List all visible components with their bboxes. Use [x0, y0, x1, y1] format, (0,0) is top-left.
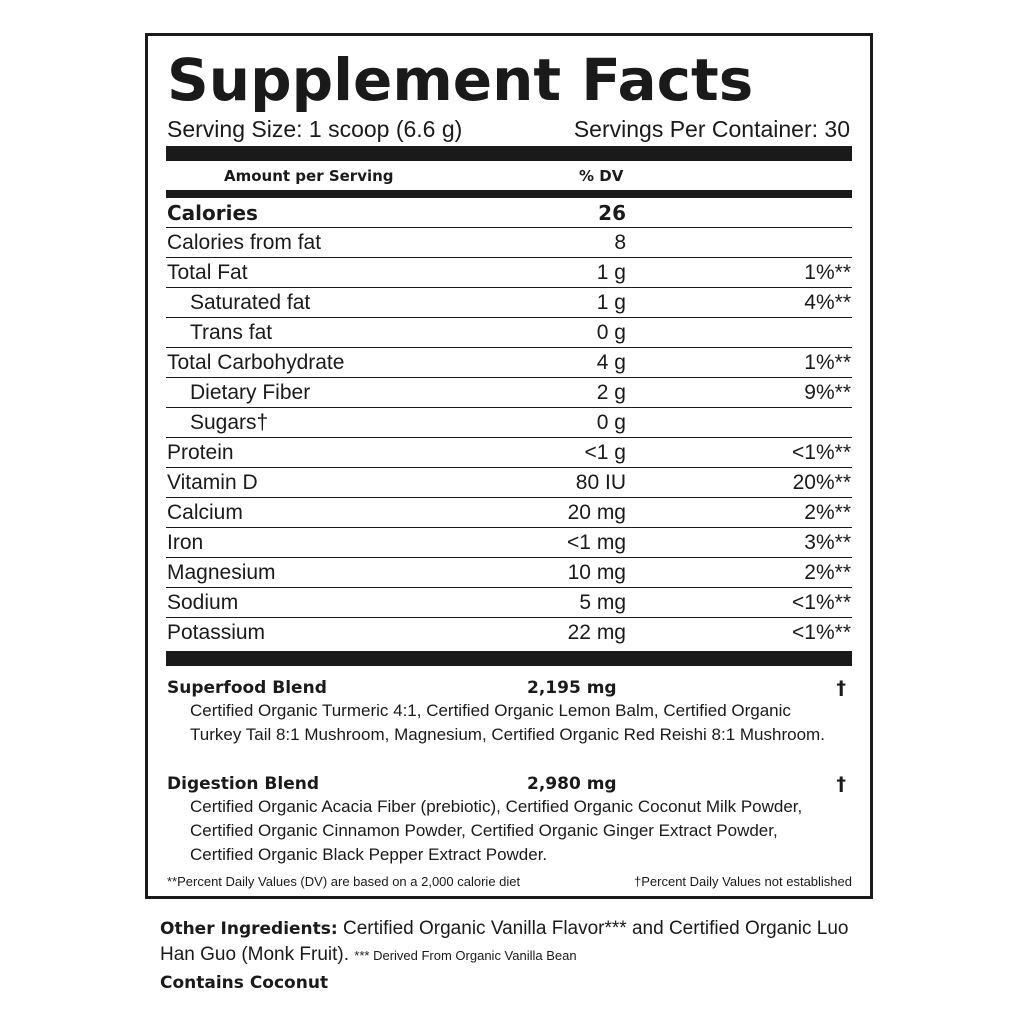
blend-name: Superfood Blend [167, 678, 327, 698]
nutrient-amount: 1 g [596, 291, 626, 314]
nutrient-row [166, 498, 852, 528]
blend-ingredients: Certified Organic Turmeric 4:1, Certified Organic Lemon Balm, Certified Organic Turkey Tail 8:1 Mushroom, Magnesium, Certified Organic Red Reishi 8:1 Mushroom. [190, 701, 825, 744]
nutrient-row [166, 228, 852, 258]
panel-title: Supplement Facts [167, 46, 754, 114]
nutrient-amount: 0 g [596, 411, 626, 434]
blend-amount: 2,195 mg [527, 678, 617, 698]
nutrient-dv: 20%** [792, 471, 851, 494]
nutrient-name: Calories [167, 201, 258, 225]
nutrient-dv: 3%** [804, 531, 851, 554]
nutrient-amount: 5 mg [579, 591, 626, 614]
nutrient-dv: 4%** [804, 291, 851, 314]
nutrient-name: Protein [167, 441, 234, 464]
nutrient-row [166, 258, 852, 288]
blend-name: Digestion Blend [167, 774, 319, 794]
nutrient-dv: <1%** [792, 441, 851, 464]
nutrient-name: Saturated fat [190, 291, 311, 314]
nutrient-row [166, 558, 852, 588]
nutrient-dv: 2%** [804, 501, 851, 524]
nutrient-name: Sodium [167, 591, 239, 614]
nutrient-amount: 26 [598, 201, 626, 225]
thick-divider-blends [166, 651, 852, 666]
nutrient-row [166, 408, 852, 438]
nutrient-row [166, 438, 852, 468]
nutrient-name: Total Fat [167, 261, 248, 284]
dv-header: % DV [579, 167, 624, 185]
blend-dv-dagger: † [836, 773, 846, 795]
nutrient-row [166, 198, 852, 228]
nutrient-name: Iron [167, 531, 204, 554]
nutrient-dv: 1%** [804, 261, 851, 284]
nutrient-amount: 22 mg [567, 621, 626, 644]
nutrient-name: Potassium [167, 621, 266, 644]
nutrient-name: Trans fat [190, 321, 273, 344]
nutrient-name: Magnesium [167, 561, 276, 584]
nutrient-amount: <1 mg [567, 531, 626, 554]
vanilla-note: *** Derived From Organic Vanilla Bean [354, 948, 577, 963]
nutrient-row [166, 348, 852, 378]
nutrient-row [166, 468, 852, 498]
nutrient-dv: <1%** [792, 621, 851, 644]
nutrient-row [166, 378, 852, 408]
nutrient-amount: <1 g [584, 441, 626, 464]
nutrient-name: Total Carbohydrate [167, 351, 345, 374]
nutrient-dv: 2%** [804, 561, 851, 584]
supplement-facts-panel [145, 33, 873, 899]
nutrient-dv: 1%** [804, 351, 851, 374]
nutrient-row [166, 588, 852, 618]
nutrient-amount: 1 g [596, 261, 626, 284]
nutrient-row [166, 318, 852, 348]
thick-divider-header [166, 190, 852, 198]
servings-per-container: Servings Per Container: 30 [573, 116, 850, 142]
nutrient-amount: 10 mg [567, 561, 626, 584]
nutrient-name: Sugars† [190, 411, 269, 434]
nutrient-amount: 2 g [596, 381, 626, 404]
nutrient-amount: 20 mg [567, 501, 626, 524]
nutrient-name: Calories from fat [167, 231, 322, 254]
nutrient-dv: 9%** [804, 381, 851, 404]
amount-per-serving-header: Amount per Serving [224, 167, 394, 185]
nutrient-amount: 4 g [596, 351, 626, 374]
other-ingredients-text: Certified Organic Vanilla Flavor*** and Certified Organic Luo Han Guo (Monk Fruit). [160, 918, 849, 965]
blend-ingredients: Certified Organic Acacia Fiber (prebiotic), Certified Organic Coconut Milk Powder, Certified Organic Cinnamon Powder, Certified Organic Ginger Extract Powder, Certified Organic Black Pepper Extract Powder. [190, 797, 803, 864]
allergen-statement [160, 970, 860, 996]
other-ingredients-label: Other Ingredients: [160, 919, 338, 939]
thick-divider-top [166, 146, 852, 161]
nutrient-name: Vitamin D [167, 471, 258, 494]
nutrient-name: Dietary Fiber [190, 381, 311, 404]
nutrient-row [166, 288, 852, 318]
nutrient-row [166, 528, 852, 558]
nutrient-row [166, 618, 852, 648]
nutrient-amount: 80 IU [575, 471, 626, 494]
allergen-text: Contains Coconut [160, 973, 329, 993]
serving-size: Serving Size: 1 scoop (6.6 g) [167, 116, 463, 142]
blend-dv-dagger: † [836, 677, 846, 699]
nutrient-dv: <1%** [792, 591, 851, 614]
nutrient-name: Calcium [167, 501, 243, 524]
other-ingredients [160, 916, 860, 968]
nutrient-amount: 8 [614, 231, 626, 254]
dv-footnote: **Percent Daily Values (DV) are based on a 2,000 calorie diet [167, 874, 521, 889]
blend-amount: 2,980 mg [527, 774, 617, 794]
nutrient-amount: 0 g [596, 321, 626, 344]
dagger-footnote: †Percent Daily Values not established [634, 874, 852, 889]
